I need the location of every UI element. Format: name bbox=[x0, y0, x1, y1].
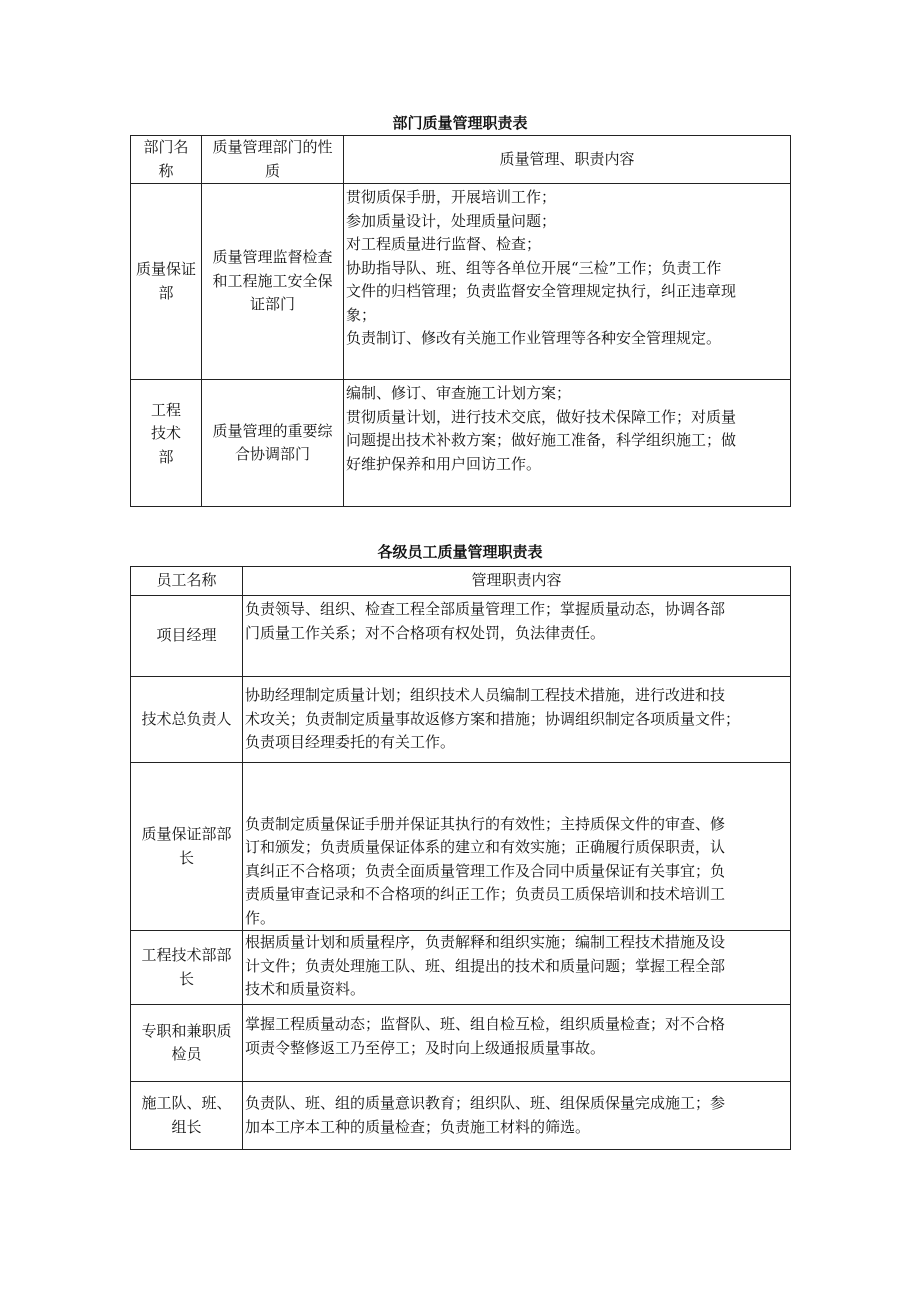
header-staff-duties: 管理职责内容 bbox=[243, 567, 791, 596]
table-header-row bbox=[131, 567, 791, 596]
header-staff-name: 员工名称 bbox=[131, 567, 243, 596]
staff-name-cell: 质量保证部部 长 bbox=[131, 763, 243, 931]
dept-table-title: 部门质量管理职责表 bbox=[392, 114, 528, 132]
table-row bbox=[131, 596, 791, 677]
staff-quality-table bbox=[130, 566, 791, 1150]
table-row bbox=[131, 380, 791, 507]
staff-table-title: 各级员工质量管理职责表 bbox=[377, 543, 543, 561]
table-row bbox=[131, 677, 791, 763]
dept-duties-cell: 编制、修订、审查施工计划方案； 贯彻质量计划，进行技术交底，做好技术保障工作；对质量 问题提出技术补救方案；做好施工准备，科学组织施工；做 好维护保养和用户回访工作。 bbox=[344, 380, 791, 507]
table-header-row bbox=[131, 136, 791, 184]
staff-name-cell: 工程技术部部 长 bbox=[131, 931, 243, 1005]
staff-duties-cell: 负责领导、组织、检查工程全部质量管理工作；掌握质量动态，协调各部 门质量工作关系；对不合格项有权处罚，负法律责任。 bbox=[243, 596, 791, 677]
staff-duties-cell: 协助经理制定质量计划；组织技术人员编制工程技术措施，进行改进和技 术攻关；负责制定质量事故返修方案和措施；协调组织制定各项质量文件； 负责项目经理委托的有关工作。 bbox=[243, 677, 791, 763]
staff-duties-cell: 掌握工程质量动态；监督队、班、组自检互检，组织质量检查；对不合格 项责令整修返工乃至停工；及时向上级通报质量事故。 bbox=[243, 1005, 791, 1082]
dept-quality-table bbox=[130, 135, 791, 507]
staff-name-cell: 专职和兼职质 检员 bbox=[131, 1005, 243, 1082]
staff-name-cell: 技术总负责人 bbox=[131, 677, 243, 763]
staff-name-cell: 项目经理 bbox=[131, 596, 243, 677]
header-dept-nature: 质量管理部门的性 质 bbox=[202, 136, 344, 184]
staff-name-cell: 施工队、班、 组长 bbox=[131, 1082, 243, 1150]
dept-duties-cell: 贯彻质保手册，开展培训工作； 参加质量设计，处理质量问题； 对工程质量进行监督、检查； 协助指导队、班、组等各单位开展“三检”工作；负责工作 文件的归档管理；负责监督安全管理规定执行，纠正违章现 象； 负责制订、修改有关施工作业管理等各种安全管理规定。 bbox=[344, 184, 791, 380]
table-row bbox=[131, 1005, 791, 1082]
dept-name-cell: 质量保证 部 bbox=[131, 184, 202, 380]
staff-duties-cell: 负责队、班、组的质量意识教育；组织队、班、组保质保量完成施工；参 加本工序本工种的质量检查；负责施工材料的筛选。 bbox=[243, 1082, 791, 1150]
table-row bbox=[131, 184, 791, 380]
staff-duties-cell: 根据质量计划和质量程序，负责解释和组织实施；编制工程技术措施及设 计文件；负责处理施工队、班、组提出的技术和质量问题；掌握工程全部 技术和质量资料。 bbox=[243, 931, 791, 1005]
table-row bbox=[131, 1082, 791, 1150]
header-dept-name: 部门名 称 bbox=[131, 136, 202, 184]
dept-nature-cell: 质量管理监督检查 和工程施工安全保 证部门 bbox=[202, 184, 344, 380]
dept-name-cell: 工程 技术 部 bbox=[131, 380, 202, 507]
header-dept-duties: 质量管理、职责内容 bbox=[344, 136, 791, 184]
dept-nature-cell: 质量管理的重要综 合协调部门 bbox=[202, 380, 344, 507]
table-row bbox=[131, 931, 791, 1005]
table-row bbox=[131, 763, 791, 931]
staff-duties-cell: 负责制定质量保证手册并保证其执行的有效性；主持质保文件的审查、修 订和颁发；负责质量保证体系的建立和有效实施；正确履行质保职责，认 真纠正不合格项；负责全面质量管理工作及合同中质量保证有关事宜；负 责质量审查记录和不合格项的纠正工作；负责员工质保培训和技术培训工 作。 bbox=[243, 763, 791, 931]
